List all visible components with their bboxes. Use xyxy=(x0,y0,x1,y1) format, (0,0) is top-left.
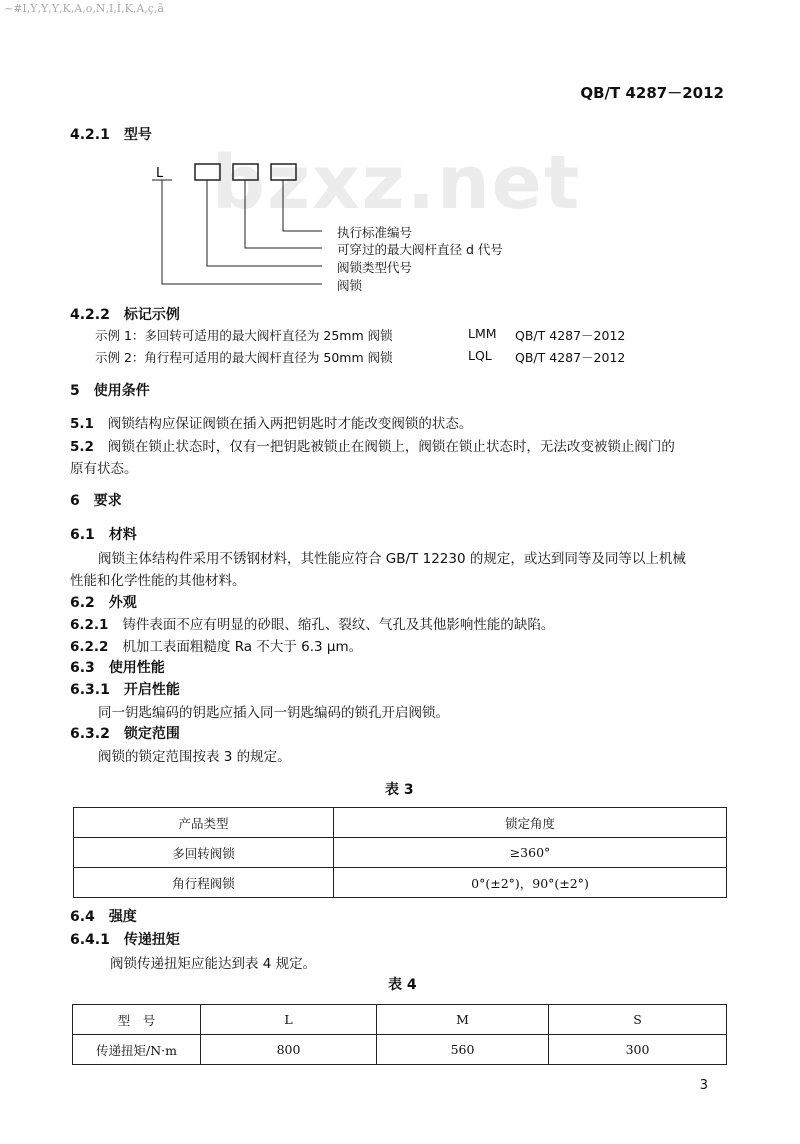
code-box-1 xyxy=(195,164,220,180)
section-6-4-heading: 6.4 强度 xyxy=(70,909,137,925)
section-6-3-2-heading: 6.3.2 锁定范围 xyxy=(70,726,180,742)
section-5-heading: 5 使用条件 xyxy=(70,383,150,399)
corner-mark: ~#I‚Y‚Y‚Y‚K‚A‚o‚N‚I‚Ì‚K‚A‚ç‚ã xyxy=(4,2,164,15)
diagram-label-diameter: 可穿过的最大阀杆直径 d 代号 xyxy=(337,242,503,257)
example-2-code: LQL xyxy=(468,348,492,363)
diagram-label-type: 阀锁类型代号 xyxy=(337,260,413,275)
model-code-diagram xyxy=(150,160,350,295)
table-4-header-row xyxy=(73,1005,727,1035)
table-cell: 0°(±2°)，90°(±2°) xyxy=(334,868,727,898)
clause-6-3-2-text: 阀锁的锁定范围按表 3 的规定。 xyxy=(98,749,291,765)
section-6-3-1-heading: 6.3.1 开启性能 xyxy=(70,682,180,698)
example-2-text: 示例 2：角行程可适用的最大阀杆直径为 50mm 阀锁 xyxy=(95,350,393,365)
table-4-header-cell: L xyxy=(201,1005,377,1035)
section-4-2-2-heading: 4.2.2 标记示例 xyxy=(70,307,180,323)
standard-number: QB/T 4287－2012 xyxy=(580,84,724,102)
clause-6-1-text: 阀锁主体结构件采用不锈钢材料，其性能应符合 GB/T 12230 的规定，或达到同等及同等以上机械 xyxy=(98,551,686,567)
table-cell: 300 xyxy=(549,1035,727,1065)
table-cell: ≥360° xyxy=(334,838,727,868)
clause-5-2-cont: 原有状态。 xyxy=(70,461,138,477)
table-4-header-cell: 型 号 xyxy=(73,1005,201,1035)
table-4-header-cell: M xyxy=(377,1005,549,1035)
table-4-header-cell: S xyxy=(549,1005,727,1035)
example-1-standard: QB/T 4287－2012 xyxy=(515,328,626,343)
section-6-1-heading: 6.1 材料 xyxy=(70,527,137,543)
watermark: bzxz.net xyxy=(212,140,582,226)
example-2-standard: QB/T 4287－2012 xyxy=(515,350,626,365)
table-row xyxy=(74,868,727,898)
table-3-header-row xyxy=(74,808,727,838)
table-3 xyxy=(73,807,727,898)
table-3-header-cell: 产品类型 xyxy=(74,808,334,838)
table-row xyxy=(74,838,727,868)
table-cell: 多回转阀锁 xyxy=(74,838,334,868)
page-number: 3 xyxy=(699,1078,708,1093)
section-6-heading: 6 要求 xyxy=(70,493,122,509)
clause-6-1-cont: 性能和化学性能的其他材料。 xyxy=(70,573,246,589)
example-1-code: LMM xyxy=(468,326,497,341)
table-3-header-cell: 锁定角度 xyxy=(334,808,727,838)
table-3-caption: 表 3 xyxy=(385,782,414,798)
clause-6-2-1: 6.2.1 铸件表面不应有明显的砂眼、缩孔、裂纹、气孔及其他影响性能的缺陷。 xyxy=(70,617,555,633)
section-6-4-1-heading: 6.4.1 传递扭矩 xyxy=(70,932,180,948)
clause-6-4-1-text: 阀锁传递扭矩应能达到表 4 规定。 xyxy=(110,956,317,972)
section-4-2-1-heading: 4.2.1 型号 xyxy=(70,127,152,143)
example-1-text: 示例 1：多回转可适用的最大阀杆直径为 25mm 阀锁 xyxy=(95,328,393,343)
table-4 xyxy=(72,1004,727,1065)
code-box-3 xyxy=(271,164,296,180)
clause-6-2-2: 6.2.2 机加工表面粗糙度 Ra 不大于 6.3 μm。 xyxy=(70,639,363,655)
diagram-label-standard: 执行标准编号 xyxy=(337,225,413,240)
diagram-prefix: L xyxy=(156,166,164,181)
clause-6-3-1-text: 同一钥匙编码的钥匙应插入同一钥匙编码的锁孔开启阀锁。 xyxy=(98,705,449,721)
code-box-2 xyxy=(233,164,258,180)
section-6-3-heading: 6.3 使用性能 xyxy=(70,660,165,676)
diagram-label-valve-lock: 阀锁 xyxy=(337,278,363,293)
table-row xyxy=(73,1035,727,1065)
clause-5-1: 5.1 阀锁结构应保证阀锁在插入两把钥匙时才能改变阀锁的状态。 xyxy=(70,416,473,432)
clause-5-2: 5.2 阀锁在锁止状态时，仅有一把钥匙被锁止在阀锁上，阀锁在锁止状态时，无法改变被锁止阀门的 xyxy=(70,439,675,455)
table-cell: 800 xyxy=(201,1035,377,1065)
table-cell: 角行程阀锁 xyxy=(74,868,334,898)
table-cell: 传递扭矩/N·m xyxy=(73,1035,201,1065)
table-cell: 560 xyxy=(377,1035,549,1065)
table-4-caption: 表 4 xyxy=(388,977,417,993)
section-6-2-heading: 6.2 外观 xyxy=(70,595,137,611)
